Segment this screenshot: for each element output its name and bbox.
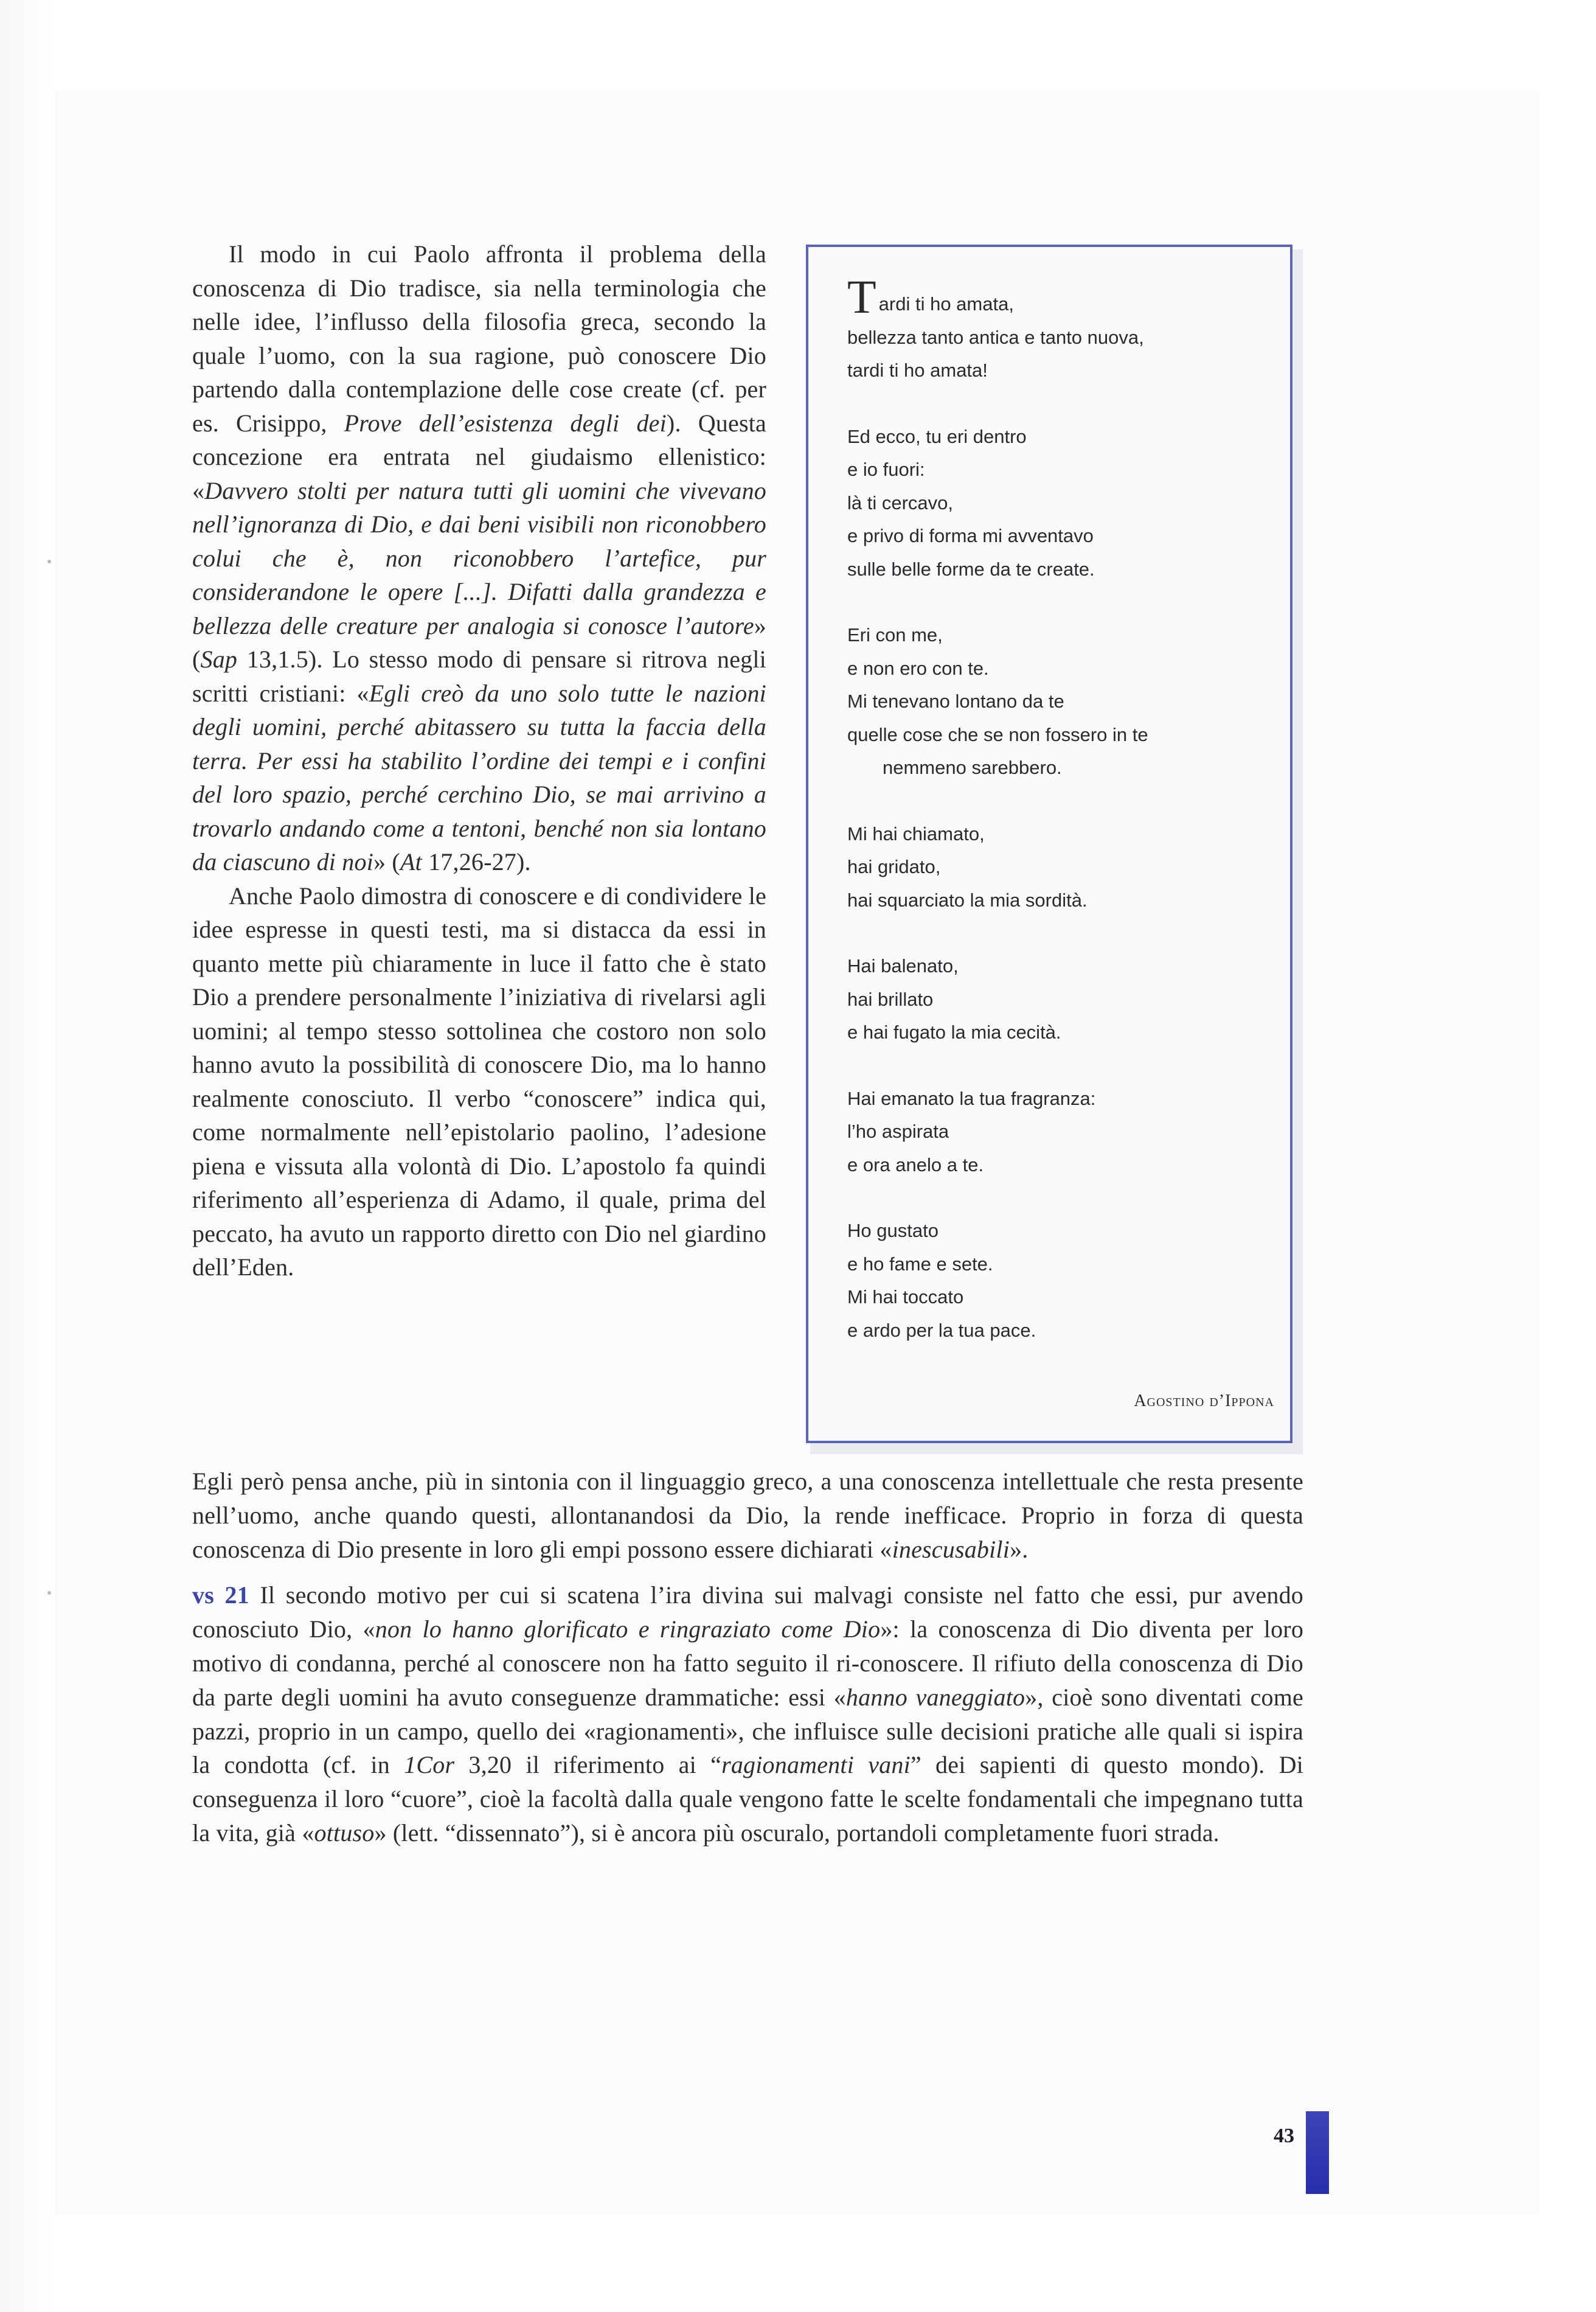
- poem-line: quelle cose che se non fossero in te: [847, 723, 1148, 745]
- poem-stanza-6: [847, 1082, 1285, 1182]
- poem-stanza-1: [847, 270, 1285, 388]
- paragraph-2-continued: [192, 1464, 1303, 1566]
- full-width-text: [192, 1464, 1303, 1850]
- text-run: Il modo in cui Paolo affronta il problema della conoscenza di Dio tradisce, sia nella terminologia che nelle idee, l’influsso della filosofia greca, secondo la quale l’uomo, con la sua ragione, può conoscere Dio partendo dalla contemplazione delle cose create (cf. per es. Crisippo,: [192, 240, 766, 437]
- poem-line: là ti cercavo,: [847, 492, 954, 514]
- poem-line: Mi hai chiamato,: [847, 823, 985, 844]
- poem-line: tardi ti ho amata!: [847, 360, 988, 381]
- poem-line: Ed ecco, tu eri dentro: [847, 425, 1027, 447]
- poem-stanza-7: [847, 1214, 1285, 1347]
- text-run: », cioè sono diventati come pazzi, proprio in un campo, quello dei «ragionamenti», che influisce sulle decisioni pratiche alle quali si ispira la condotta (cf. in: [192, 1683, 1304, 1779]
- poem-line: e ora anelo a te.: [847, 1154, 984, 1175]
- poem-line: sulle belle forme da te create.: [847, 558, 1095, 580]
- verse-label: vs 21: [192, 1581, 249, 1609]
- poem-line: e ho fame e sete.: [847, 1253, 993, 1275]
- poem-author: Agostino d’Ippona: [1134, 1391, 1274, 1410]
- poem-stanza-5: [847, 950, 1285, 1050]
- poem-stanza-3: [847, 619, 1285, 785]
- poem-stanza-2: [847, 420, 1285, 587]
- text-run-italic: ragionamenti vani: [721, 1751, 911, 1779]
- text-run: » (: [373, 848, 400, 876]
- quote-wisdom: Davvero stolti per natura tutti gli uomini che vivevano nell’ignoranza di Dio, e dai beni visibili non riconobbero colui che è, non riconobbero l’artefice, pur considerandone le opere [...]. Difatti dalla grandezza e bellezza delle creature per analogia si conosce l’autore: [192, 476, 766, 639]
- poem-line: Mi tenevano lontano da te: [847, 691, 1064, 712]
- poem-line: Mi hai toccato: [847, 1286, 964, 1307]
- page-tab-marker: [1306, 2111, 1329, 2194]
- poem-line: bellezza tanto antica e tanto nuova,: [847, 326, 1144, 348]
- page-number: 43: [1274, 2125, 1294, 2147]
- text-run: ».: [1010, 1535, 1029, 1563]
- main-text-column: [192, 237, 766, 1284]
- text-run: 13,1.5). Lo stesso modo di pensare si ritrova negli scritti cristiani: «: [192, 646, 766, 707]
- poem-line: Eri con me,: [847, 624, 943, 646]
- text-run-italic: Prove dell’esistenza degli dei: [344, 409, 667, 437]
- paragraph-1: [192, 237, 766, 879]
- scan-speck: [47, 1591, 51, 1595]
- paragraph-vs-21: [192, 1578, 1303, 1850]
- citation-book: At: [400, 848, 422, 876]
- poem-line: nemmeno sarebbero.: [883, 757, 1062, 778]
- poem-line: e non ero con te.: [847, 657, 989, 679]
- text-run: 17,26-27).: [422, 848, 531, 876]
- poem-line: e privo di forma mi avventavo: [847, 525, 1094, 546]
- poem-line: hai brillato: [847, 988, 934, 1010]
- poem: [847, 270, 1285, 1380]
- poem-line: hai squarciato la mia sordità.: [847, 889, 1088, 911]
- text-run-italic: non lo hanno glorificato e ringraziato come Dio: [375, 1615, 881, 1643]
- text-run-italic: ottuso: [314, 1819, 375, 1847]
- poem-line: l’ho aspirata: [847, 1121, 949, 1142]
- poem-line: Hai emanato la tua fragranza:: [847, 1087, 1096, 1109]
- drop-cap: T: [847, 270, 876, 323]
- poem-line: e ardo per la tua pace.: [847, 1319, 1036, 1341]
- text-run: »: la conoscenza di Dio diventa per loro motivo di condanna, perché al conoscere non ha fatto seguito il ri-conoscere. Il rifiuto della conoscenza di Dio da parte degli uomini ha avuto conseguenze drammatiche: essi «: [192, 1615, 1304, 1711]
- citation-book: Sap: [200, 646, 238, 673]
- text-run: » (lett. “dissennato”), si è ancora più oscuralo, portandoli completamente fuori strada.: [374, 1819, 1220, 1847]
- paragraph-2: [192, 879, 766, 1284]
- text-run: Anche Paolo dimostra di conoscere e di condividere le idee espresse in questi testi, ma si distacca da essi in quanto mette più chiaramente in luce il fatto che è stato Dio a prendere personalmente l’iniziativa di rivelarsi agli uomini; al tempo stesso sottolinea che costoro non solo hanno avuto la possibilità di conoscere Dio, ma lo hanno realmente conosciuto. Il verbo “conoscere” indica qui, come normalmente nell’epistolario paolino, l’adesione piena e vissuta alla volontà di Dio. L’apostolo fa quindi riferimento all’esperienza di Adamo, il quale, prima del peccato, ha avuto un rapporto diretto con Dio nel giardino dell’Eden.: [192, 882, 766, 1281]
- text-run: 3,20 il riferimento ai “: [454, 1751, 722, 1779]
- text-run: Il secondo motivo per cui si scatena l’ira divina sui malvagi consiste nel fatto che essi, pur avendo conosciuto Dio, «: [192, 1581, 1303, 1643]
- poem-line: Hai balenato,: [847, 955, 959, 977]
- poem-stanza-4: [847, 818, 1285, 917]
- scan-margin-shade: [0, 0, 55, 2312]
- text-run: ). Questa concezione era entrata nel giudaismo ellenistico: «: [192, 409, 766, 504]
- text-run: ” dei sapienti di questo mondo). Di conseguenza il loro “cuore”, cioè la facoltà dalla quale vengono fatte le scelte fondamentali che impegnano tutta la vita, già «: [192, 1751, 1303, 1847]
- poem-line: e hai fugato la mia cecità.: [847, 1022, 1061, 1043]
- text-run-italic: inescusabili: [892, 1535, 1010, 1563]
- scan-speck: [47, 560, 51, 563]
- citation-book: 1Cor: [404, 1751, 455, 1779]
- poem-line: [847, 270, 1285, 323]
- poem-line: hai gridato,: [847, 856, 941, 877]
- text-run-italic: hanno vaneggiato: [845, 1683, 1025, 1711]
- poem-line: e io fuori:: [847, 459, 925, 480]
- poem-line-text: ardi ti ho amata,: [878, 293, 1014, 315]
- quote-acts: Egli creò da uno solo tutte le nazioni degli uomini, perché abitassero su tutta la faccia della terra. Per essi ha stabilito l’ordine dei tempi e i confini del loro spazio, perché cerchino Dio, se mai arrivino a trovarlo andando come a tentoni, benché non sia lontano da ciascuno di noi: [192, 679, 766, 876]
- text-run: » (: [192, 611, 766, 673]
- text-run: Egli però pensa anche, più in sintonia con il linguaggio greco, a una conoscenza intellettuale che resta presente nell’uomo, anche quando questi, allontanandosi da Dio, la rende inefficace. Proprio in forza di questa conoscenza di Dio presente in loro gli empi possono essere dichiarati «: [192, 1468, 1303, 1563]
- poem-line: Ho gustato: [847, 1220, 939, 1241]
